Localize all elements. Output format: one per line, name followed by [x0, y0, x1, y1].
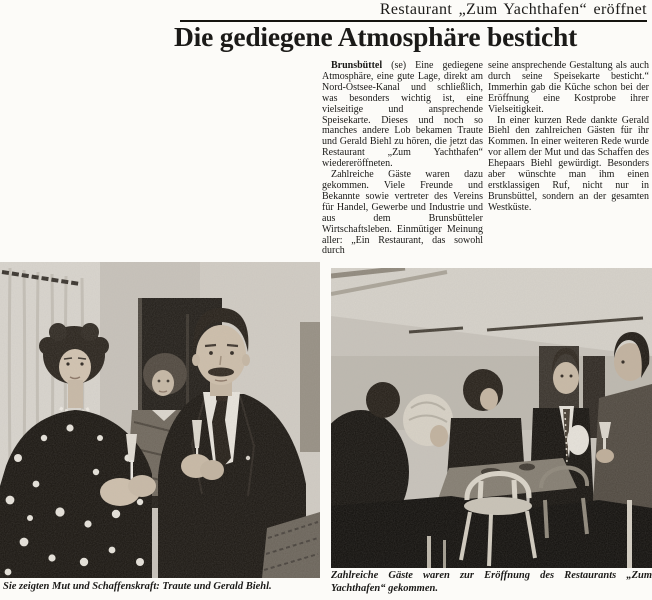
dateline: Brunsbüttel	[331, 60, 383, 71]
article-column-2	[488, 61, 649, 214]
photo-right-illustration	[331, 268, 652, 568]
photo-restaurant-guests	[331, 268, 652, 568]
article-paragraph	[322, 61, 483, 170]
kicker-text: Restaurant „Zum Yachthafen“ eröffnet	[379, 1, 647, 18]
article-paragraph: In einer kurzen Rede dankte Gerald Biehl den zahlreichen Gästen für ihr Kommen. In einer weiteren Rede wurde vor allem der Mut und das Schaffen des Ehepaars Biehl gewürdigt. Besonders aber wünschte man ihm einen erstklassigen Ruf, nicht nur in Brunsbüttel, sondern an der gesamten Westküste.	[488, 114, 649, 213]
photo-grain	[0, 262, 320, 578]
headline: Die gediegene Atmosphäre besticht	[174, 21, 578, 52]
photo-grain	[331, 268, 652, 568]
photo-traute-and-gerald-biehl	[0, 262, 320, 578]
photo-caption-left: Sie zeigten Mut und Schaffenskraft: Traute und Gerald Biehl.	[3, 581, 272, 592]
article-paragraph: seine ansprechende Gestaltung als auch durch seine Speisekarte besticht.“ Immerhin gab die Küche schon bei der Eröffnung eine Kostprobe ihrer Vielseitigkeit.	[488, 60, 649, 115]
paragraph-text: (se) Eine gediegene Atmosphäre, eine gute Lage, direkt am Nord-Ostsee-Kanal und schließlich, was besonders wichtig ist, eine vielseitige und ansprechende Speisekarte. Dieses und noch so manches andere Lob bekamen Traute und Gerald Biehl zu hören, die jetzt das Restaurant „Zum Yachthafen“ wiedereröffneten.	[322, 60, 483, 170]
kicker-rule	[180, 1, 647, 22]
article-column-1	[322, 61, 483, 257]
photo-caption-right: Zahlreiche Gäste waren zur Eröffnung des Restaurants „Zum Yachthafen“ gekommen.	[331, 570, 652, 594]
photo-left-illustration	[0, 262, 320, 578]
article-paragraph: Zahlreiche Gäste waren dazu gekommen. Viele Freunde und Bekannte sowie vertreter des Vereins für Handel, Gewerbe und Industrie und aus dem Brunsbütteler Wirtschaftsleben. Einmütiger Meinung aller: „Ein Restaurant, das sowohl durch	[322, 169, 483, 257]
